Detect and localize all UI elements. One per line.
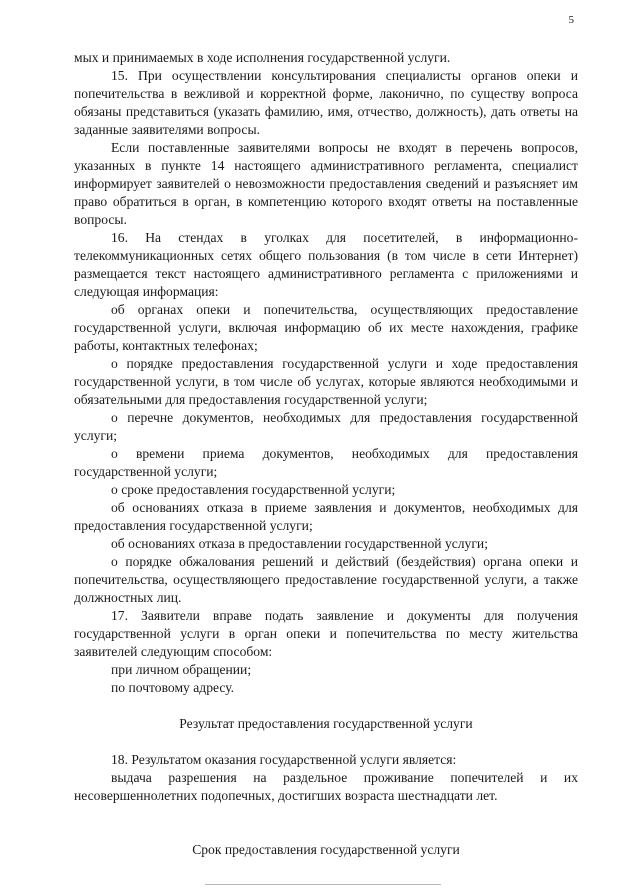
page-number: 5 (568, 14, 574, 26)
list-item-in-person: при личном обращении; (111, 662, 252, 677)
list-item-guardianship-bodies: об органах опеки и попечительства, осуществляющих предоставление государственной услуги, включая информацию об их месте нахождения, графике работы, контактных телефонах; (74, 302, 578, 353)
list-item-document-list: о перечне документов, необходимых для предоставления государственной услуги; (74, 410, 578, 443)
paragraph-15-continued: Если поставленные заявителями вопросы не входят в перечень вопросов, указанных в пункте 14 настоящего административного регламента, специалист информирует заявителей о невозможности предоставления сведений и разъясняет им право обратиться в орган, в компетенцию которого входят ответы на поставленные вопросы. (74, 140, 578, 227)
list-item-service-term: о сроке предоставления государственной услуги; (111, 482, 396, 497)
paragraph-17: 17. Заявители вправе подать заявление и документы для получения государственной услуги в орган опеки и попечительства по месту жительства заявителей следующим способом: (74, 608, 578, 659)
list-item-permission: выдача разрешения на раздельное проживание попечителей и их несовершеннолетних подопечных, достигших возраста шестнадцати лет. (74, 770, 578, 803)
paragraph-18: 18. Результатом оказания государственной услуги является: (111, 752, 457, 767)
section-heading-term: Срок предоставления государственной услуги (192, 842, 460, 857)
list-item-by-mail: по почтовому адресу. (111, 680, 235, 695)
document-body (74, 49, 578, 859)
list-item-appeal-procedure: о порядке обжалования решений и действий (бездействия) органа опеки и попечительства, осуществляющего предоставление государственной услуги, а также должностных лиц. (74, 554, 578, 605)
section-heading-result: Результат предоставления государственной услуги (179, 716, 473, 731)
list-item-refusal-reception: об основаниях отказа в приеме заявления и документов, необходимых для предоставления государственной услуги; (74, 500, 578, 533)
paragraph-continuation: мых и принимаемых в ходе исполнения государственной услуги. (74, 50, 451, 65)
list-item-refusal-service: об основаниях отказа в предоставлении государственной услуги; (111, 536, 488, 551)
list-item-procedure: о порядке предоставления государственной услуги и ходе предоставления государственной услуги, в том числе об услугах, которые являются необходимыми и обязательными для предоставления государственной услуги; (74, 356, 578, 407)
paragraph-16: 16. На стендах в уголках для посетителей, в информационно-телекоммуникационных сетях общего пользования (в том числе в сети Интернет) размещается текст настоящего административного регламента с приложениями и следующая информация: (74, 230, 578, 299)
list-item-reception-time: о времени приема документов, необходимых для предоставления государственной услуги; (74, 446, 578, 479)
paragraph-15: 15. При осуществлении консультирования специалисты органов опеки и попечительства в вежливой и корректной форме, лаконично, по существу вопроса обязаны представиться (указать фамилию, имя, отчество, должность), дать ответы на заданные заявителями вопросы. (74, 68, 578, 137)
page-bottom-divider (205, 884, 441, 885)
